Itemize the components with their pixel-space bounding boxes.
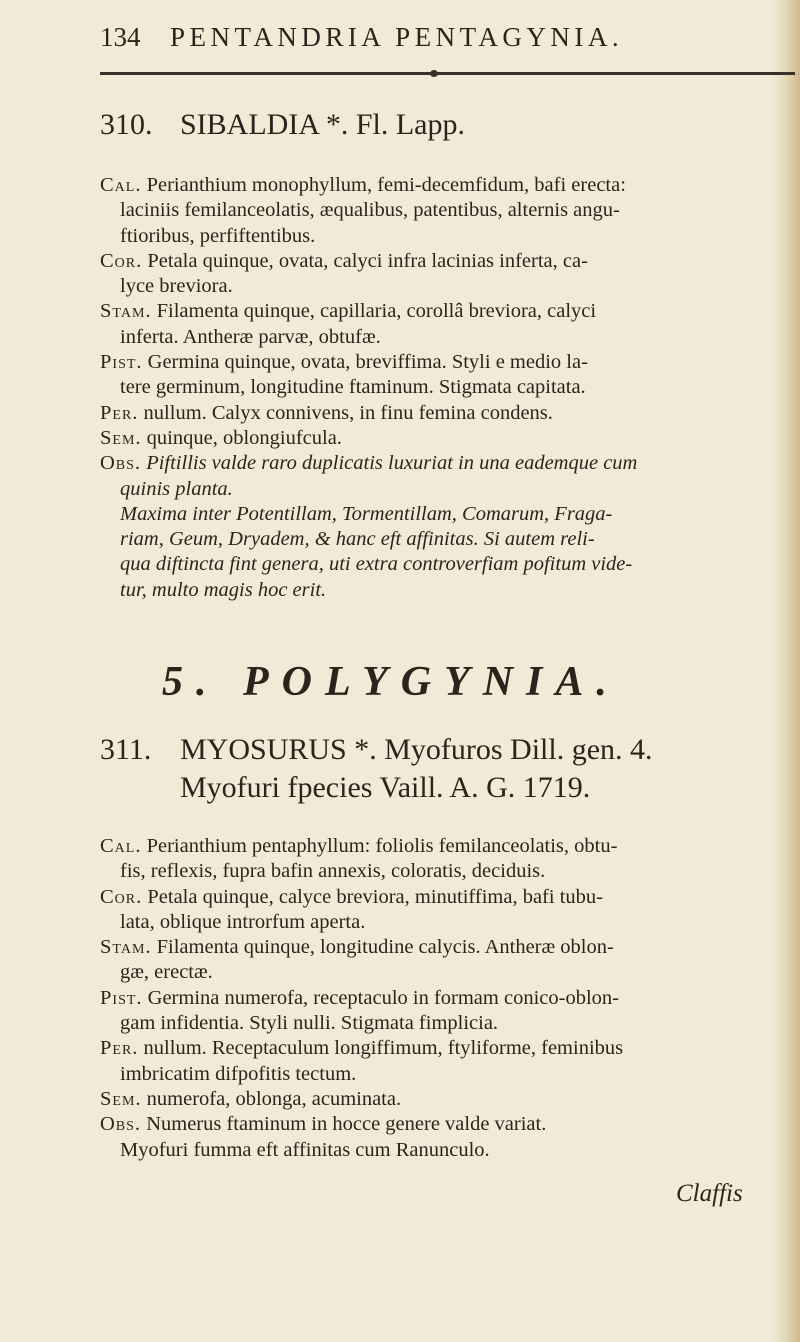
- desc-line: Obs. Numerus ftaminum in hocce genere valde variat.: [100, 1113, 547, 1136]
- entry-311-name: MYOSURUS *. Myofuros Dill. gen. 4.: [180, 733, 653, 766]
- desc-line: gæ, erectæ.: [120, 961, 213, 984]
- desc-line: Myofuri fumma eft affinitas cum Ranunculo.: [120, 1138, 490, 1161]
- desc-line: Cor. Petala quinque, ovata, calyci infra lacinias inferta, ca-: [100, 249, 588, 272]
- page-number: 134: [100, 22, 141, 52]
- desc-line: inferta. Antheræ parvæ, obtufæ.: [120, 325, 381, 348]
- entry-310-description: [100, 173, 790, 603]
- desc-line: Pist. Germina numerofa, receptaculo in formam conico-oblon-: [100, 986, 619, 1009]
- desc-line: fis, reflexis, fupra bafin annexis, coloratis, deciduis.: [120, 860, 546, 883]
- desc-line: Cal. Perianthium pentaphyllum: foliolis femilanceolatis, obtu-: [100, 835, 618, 857]
- desc-line: imbricatim difpofitis tectum.: [120, 1062, 357, 1085]
- entry-310-number: 310.: [100, 108, 153, 141]
- entry-310-name: SIBALDIA *. Fl. Lapp.: [180, 108, 465, 141]
- desc-line: lata, oblique introrfum aperta.: [120, 910, 366, 933]
- desc-line: Per. nullum. Calyx connivens, in finu femina condens.: [100, 401, 553, 424]
- catchword: Claffis: [676, 1180, 743, 1207]
- page-header: [100, 20, 720, 56]
- entry-310-title: [100, 108, 790, 142]
- desc-line: Stam. Filamenta quinque, capillaria, corollâ breviora, calyci: [100, 300, 597, 323]
- entry-311-title: [100, 733, 790, 767]
- desc-line: qua diftincta fint genera, uti extra controverfiam pofitum vide-: [120, 553, 633, 576]
- section-heading: 5. POLYGYNIA.: [162, 659, 620, 705]
- desc-line: Pist. Germina quinque, ovata, breviffima. Styli e medio la-: [100, 351, 588, 374]
- desc-line: Per. nullum. Receptaculum longiffimum, ftyliforme, feminibus: [100, 1037, 624, 1060]
- running-head: PENTANDRIA PENTAGYNIA.: [170, 22, 624, 52]
- desc-line: Sem. quinque, oblongiufcula.: [100, 426, 342, 449]
- desc-line: Sem. numerofa, oblonga, acuminata.: [100, 1087, 402, 1110]
- entry-311-subtitle: Myofuri fpecies Vaill. A. G. 1719.: [180, 771, 591, 804]
- desc-line: Stam. Filamenta quinque, longitudine calycis. Antheræ oblon-: [100, 936, 614, 959]
- desc-line: tere germinum, longitudine ftaminum. Stigmata capitata.: [120, 376, 586, 399]
- desc-line: tur, multo magis hoc erit.: [120, 578, 327, 601]
- desc-line: riam, Geum, Dryadem, & hanc eft affinitas. Si autem reli-: [120, 528, 595, 551]
- desc-line: laciniis femilanceolatis, æqualibus, patentibus, alternis angu-: [120, 199, 620, 222]
- desc-line: Obs. Piftillis valde raro duplicatis luxuriat in una eademque cum: [100, 452, 638, 475]
- desc-line: ftioribus, perfiftentibus.: [120, 224, 316, 247]
- desc-line: quinis planta.: [120, 477, 233, 500]
- desc-line: Cor. Petala quinque, calyce breviora, minutiffima, bafi tubu-: [100, 885, 603, 908]
- desc-line: lyce breviora.: [120, 275, 233, 298]
- header-rule: [100, 72, 795, 75]
- desc-line: gam infidentia. Styli nulli. Stigmata fimplicia.: [120, 1012, 499, 1035]
- desc-line: Cal. Perianthium monophyllum, femi-decemfidum, bafi erecta:: [100, 174, 626, 196]
- entry-311-description: [100, 834, 790, 1163]
- desc-line: Maxima inter Potentillam, Tormentillam, Comarum, Fraga-: [120, 502, 613, 525]
- entry-311-number: 311.: [100, 733, 152, 766]
